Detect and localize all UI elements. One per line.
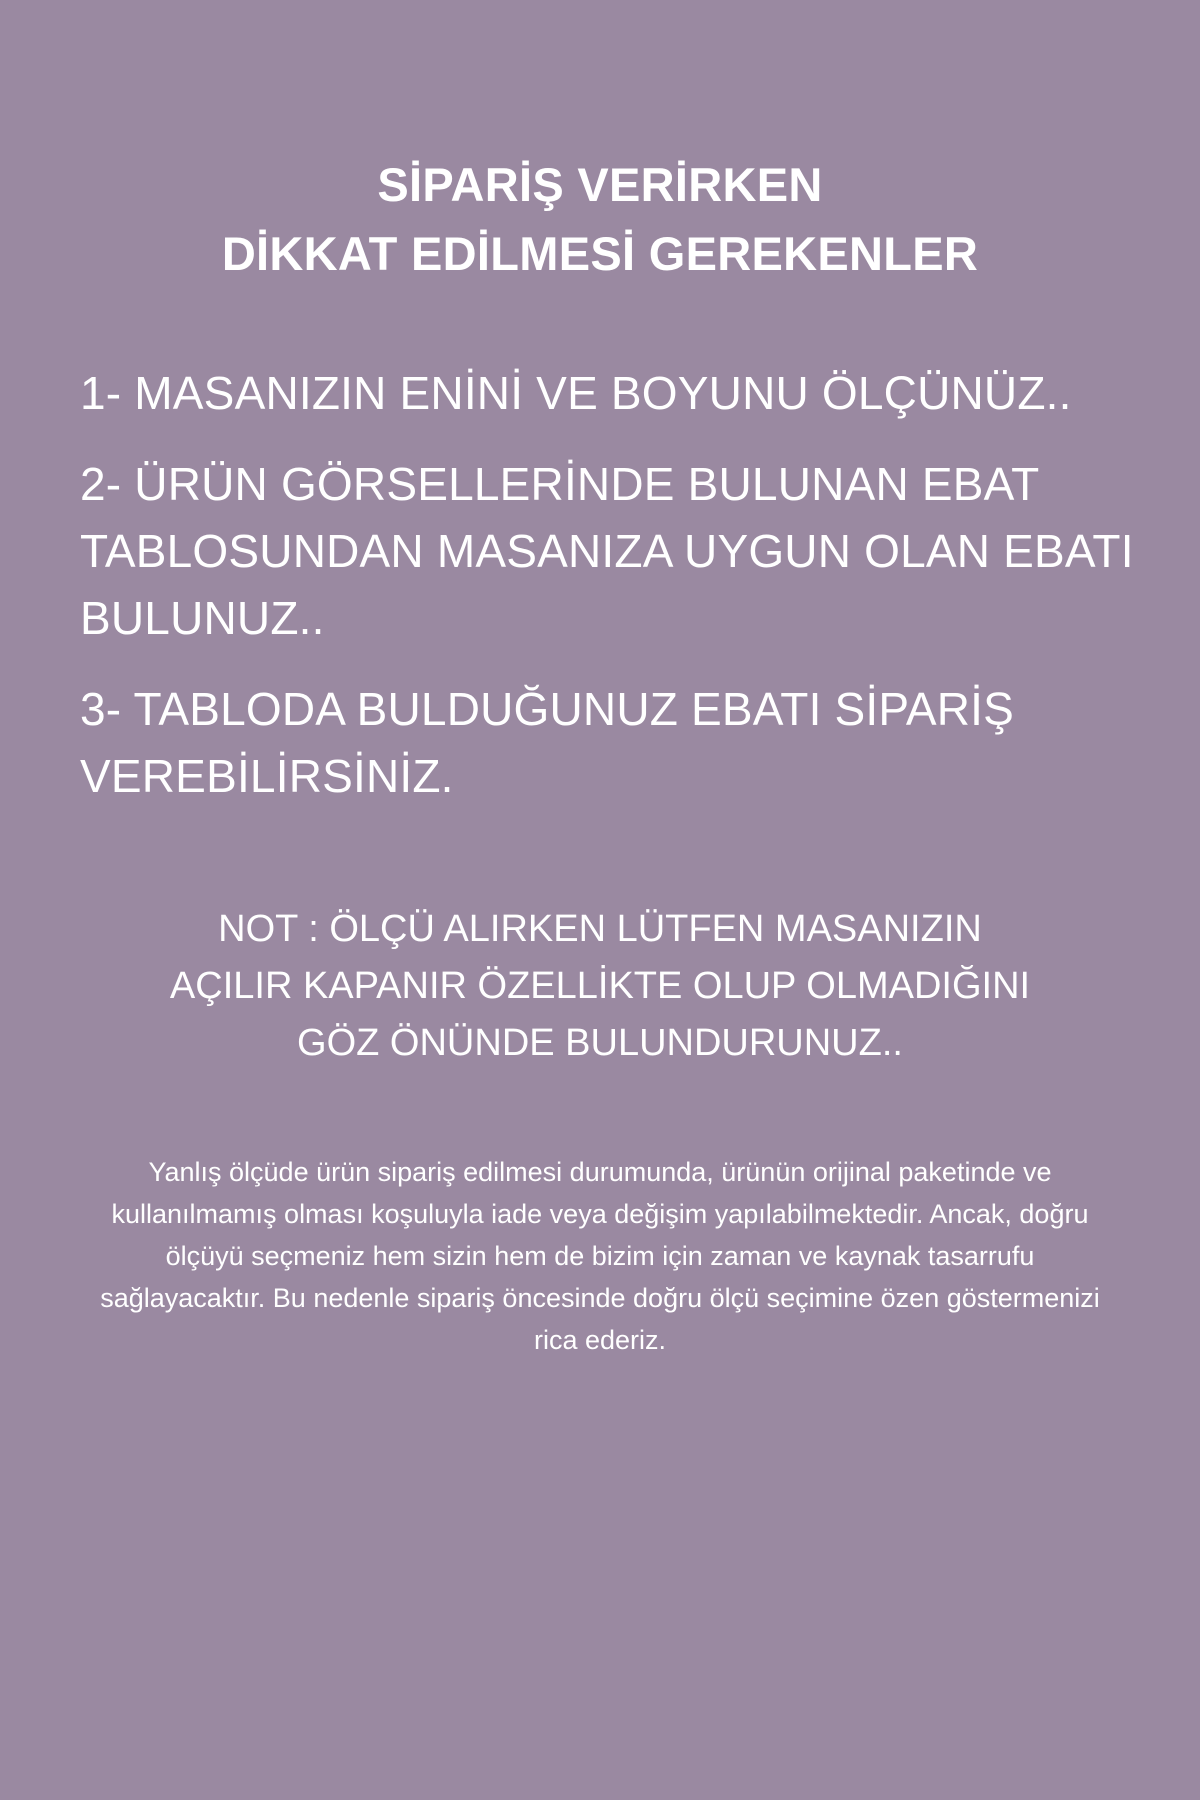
steps-list — [80, 360, 1140, 834]
step-1: 1- MASANIZIN ENİNİ VE BOYUNU ÖLÇÜNÜZ.. — [80, 367, 1072, 419]
note-block — [0, 901, 1200, 1072]
note-line-3: GÖZ ÖNÜNDE BULUNDURUNUZ.. — [297, 1022, 903, 1064]
note-line-2: AÇILIR KAPANIR ÖZELLİKTE OLUP OLMADIĞINI — [169, 965, 1031, 1007]
note-line-1: NOT : ÖLÇÜ ALIRKEN LÜTFEN MASANIZIN — [218, 908, 982, 950]
title-line-1: SİPARİŞ VERİRKEN — [377, 158, 823, 211]
step-3: 3- TABLODA BULDUĞUNUZ EBATI SİPARİŞ VEREBİLİRSİNİZ. — [80, 683, 1015, 802]
title-line-2: DİKKAT EDİLMESİ GEREKENLER — [221, 227, 979, 280]
page-title — [0, 150, 1200, 288]
return-policy-text: Yanlış ölçüde ürün sipariş edilmesi durumunda, ürünün orijinal paketinde ve kullanılmamış olması koşuluyla iade veya değişim yapılabilmektedir. Ancak, doğru ölçüyü seçmeniz hem sizin hem de bizim için zaman ve kaynak tasarrufu sağlayacaktır. Bu nedenle sipariş öncesinde doğru ölçü seçimine özen göstermenizi rica ederiz. — [100, 1157, 1100, 1355]
step-2: 2- ÜRÜN GÖRSELLERİNDE BULUNAN EBAT TABLOSUNDAN MASANIZA UYGUN OLAN EBATI BULUNUZ.. — [80, 458, 1134, 644]
